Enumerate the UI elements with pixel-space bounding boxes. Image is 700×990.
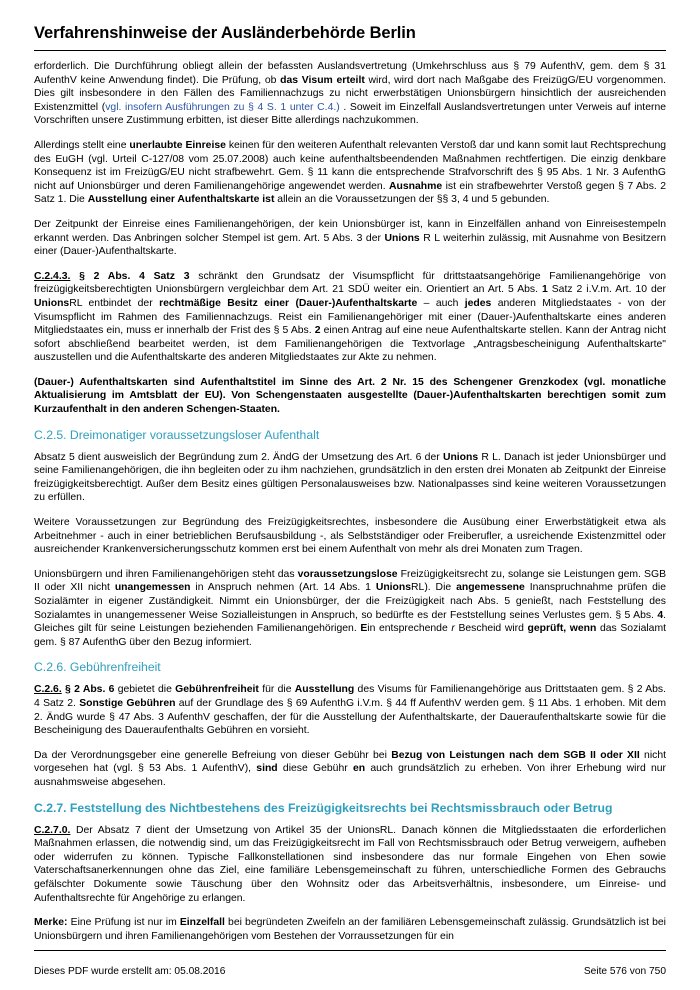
text-run-bold: voraussetzungslose [297,568,398,580]
page-title: Verfahrenshinweise der Ausländerbehörde Berlin [34,24,416,42]
text-run-bold: unangemessen [114,582,191,594]
text-run-bold: das Visum erteilt [280,74,365,86]
text-run: R L weiterhin zulässig, mit Ausnahme von Besitzern einer (Dauer-)Aufenthaltskarte. [34,232,666,258]
paragraph-merke [34,916,666,943]
text-run: ist ein strafbewehrter Verstoß gegen § 7 Abs. 2 Satz 1. Die [34,180,666,206]
text-run: Der Zeitpunkt der Einreise eines Familienangehörigen, der kein Unionsbürger ist, kann in Einzelfällen anhand von Einreisestempeln erkannt werden. Das Anbringen solcher Stempel ist gem. Art. 5 Abs. 3 der [34,218,666,244]
text-run: Inanspruchnahme prüfen die Sozialämter in eigener Zuständigkeit. Nimmt ein Unionsbürger, der die Freizügigkeit nach Abs. 5 genießt, nach Feststellung des Sozialamtes in unangemessener Weise Sozialleistungen in Anspruch, so bedürfte es der Feststellung seines Verlustes gem. § 5 Abs. [34,582,667,621]
paragraph-dauer-aufenthaltskarten [34,376,666,417]
text-run-bold: E [360,623,368,635]
text-run-bold: Einzelfall [179,917,225,929]
paragraph-visum-pruefung [34,60,666,128]
text-run: wird, wird dort nach Maßgabe des FreizügG/EU vorgenommen. Dies gilt insbesondere in den Fällen des Familiennachzugs zu nicht erwerbstätigen Unionsbürgern hinsichtlich der ausreichenden Existenzmittel ( [34,74,666,113]
text-run-bold: rechtmäßige Besitz einer (Dauer-)Aufenthaltskarte [159,297,418,309]
text-run-italic: r [451,623,455,635]
text-run-bold: Unions [34,297,70,309]
text-run-bold: Merke: [34,917,68,929]
paragraph-unerlaubte-einreise [34,139,666,207]
text-run: gebietet die [114,684,176,696]
heading-c27: C.2.7. Feststellung des Nichtbestehens des Freizügigkeitsrechts bei Rechtsmissbrauch oder Betrug [34,800,613,815]
text-run: Satz 2 i.V.m. Art. 10 der [547,284,666,296]
text-run: keinen für den weiteren Aufenthalt relevanten Verstoß dar und kann somit laut Rechtsprechung des EuGH (vgl. Urteil C-127/08 vom 25.07.2008) auch keine aufenthaltsbeendenden Maßnahmen rechtfertigen. Die einzig denkbare Konsequenz ist im FreizügG/EU nicht strafbewehrt. Gem. § 11 kann die entsprechende Strafvorschrift des § 95 Abs. 1 Nr. 3 AufenthG nicht auf Unionsbürger und deren Familienangehörige angewendet werden. [34,139,667,192]
text-run: in entsprechende [367,623,452,635]
title-divider [34,50,666,51]
text-run: in Anspruch nehmen (Art. 14 Abs. 1 [190,582,376,594]
text-run-bold: (Dauer-) Aufenthaltskarten sind Aufenthaltstitel im Sinne des Art. 2 Nr. 15 des Schengener Grenzkodex (vgl. monatliche Aktualisierung im Amtsblatt der EU). Von Schengenstaaten ausgestellte (Dauer-)Aufenthaltskarten berechtigen somit zum Kurzaufenthalt in den anderen Schengen-Staaten. [34,376,666,416]
text-run: auch grundsätzlich zu erheben. Von ihrer Erhebung wird nur ausnahmsweise abgesehen. [34,763,666,788]
text-run: – auch [417,297,465,309]
footer-divider [34,950,666,951]
text-run: Eine Prüfung ist nur im [67,917,180,929]
text-run: R L. Danach ist jeder Unionsbürger und seine Familienangehörigen, die ihn begleiten oder zu ihm nachziehen, grundsätzlich in den ersten drei Monaten ab Zeitpunkt der Einreise freizügigkeitsberechtigt. Außer dem Besitz eines gültigen Personalausweises bzw. Nationalpasses sind keine weiteren Voraussetzungen zu erfüllen. [34,451,666,504]
text-run: Da der Verordnungsgeber eine generelle Befreiung von dieser Gebühr bei [34,749,392,761]
text-run: das Sozialamt gem. § 87 AufenthG über den Bezug informiert. [34,623,666,648]
text-run: des Visums für Familienangehörige aus Drittstaaten gem. § 2 Abs. 4 Satz 2. [34,684,667,709]
text-run: nicht vorgesehen hat (vgl. § 53 Abs. 1 AufenthV), [34,749,666,775]
text-run-bold: § 2 Abs. 4 Satz 3 [79,270,190,282]
text-run: RL). Die [411,582,457,594]
text-run: auf der Grundlage des § 69 AufenthG i.V.m. § 44 ff AufenthV werden gem. § 11 Abs. 1 erhoben. Mit dem 2. ÄndG wurde § 47 Abs. 3 AufenthV geschaffen, der für die Ausstellung der Aufenthaltskarte, der Daueraufenthaltskarte sowie für die Bescheinigung des Daueraufenthalts Gebühren en vorsieht. [34,697,666,737]
text-run: diese Gebühr [277,763,353,775]
text-run-bold: Sonstige Gebühren [79,697,176,709]
text-run: Freizügigkeitsrecht zu, solange sie Leistungen gem. SGB II oder XII nicht [34,568,666,594]
section-reference: C.2.7.0. [34,824,71,836]
text-run: allein an die Voraussetzungen der §§ 3, 4 und 5 gebunden. [274,194,550,206]
text-run-bold: 2 [314,325,321,337]
text-run-bold: angemessene [456,582,525,594]
text-run-bold: en [352,763,366,775]
text-run: schränkt den Grundsatz der Visumspflicht für drittstaatsangehörige Familienangehörige von freizügigkeitsberechtigten Unionsbürgern vergleichbar dem Art. 21 SDÜ weiter ein. Orientiert an Art. 5 Abs. [34,270,666,296]
text-run-bold: Bezug von Leistungen nach dem SGB II oder XII [391,749,640,761]
paragraph-einreisestempel [34,218,666,259]
heading-c26: C.2.6. Gebührenfreiheit [34,660,161,675]
text-run: für die [258,684,295,696]
text-run-bold: 1 [541,284,548,296]
text-run: . Gleiches gilt für seine Leistungen beziehenden Familienangehörigen. [34,609,666,635]
text-run-bold: Gebührenfreiheit [175,684,259,696]
text-run: Unionsbürgern und ihren Familienangehörigen steht das [34,568,298,580]
text-run-bold: Ausnahme [389,180,443,192]
paragraph-voraussetzungslos [34,568,666,650]
text-run: erforderlich. Die Durchführung obliegt allein der befassten Auslandsvertretung (Umkehrschluss aus § 79 AufenthV, gem. dem § 31 AufenthV keine Anwendung findet). Die Prüfung, ob [34,61,666,86]
text-run-bold: Unions [375,582,412,594]
section-reference: C.2.6. [34,684,62,696]
text-run: Der Absatz 7 dient der Umsetzung von Artikel 35 der UnionsRL. Danach können die Mitgliedsstaaten die erforderlichen Maßnahmen erlassen, die notwendig sind, um das Freizügigkeitsrecht im Fall von Rechtsmissbrauch oder Betrug verweigern, aufheben oder widerrufen zu können. Typische Fallkonstellationen sind insbesondere das nur formale Eingehen von Ehen sowie Vaterschaftsanerkennungen ohne das Ziel, eine familiäre Lebensgemeinschaft zu führen, unterschiedliche Formen des Gebrauchs gefälschter Dokumente sowie Täuschung über den Wohnsitz oder das Arbeitsverhältnis, insbesondere, um Einreise- und Aufenthaltsrechte für Angehörige zu erlangen. [34,824,666,904]
text-run: anderen Mitgliedstaates - von der Visumspflicht im Rahmen des Familiennachzugs. Reist ein Familienangehöriger mit einer (Dauer-)Aufenthaltskarte eines anderen Mitgliedstaates ein, muss er innerhalb der Frist des § 5 Abs. [34,297,666,337]
heading-c25: C.2.5. Dreimonatiger voraussetzungsloser Aufenthalt [34,427,320,442]
footer-created-date: Dieses PDF wurde erstellt am: 05.08.2016 [34,966,226,977]
footer-page-number: Seite 576 von 750 [583,966,666,977]
cross-reference-link[interactable]: vgl. insofern Ausführungen zu § 4 S. 1 unter C.4.) [105,101,340,113]
text-run: Bescheid wird [454,623,528,635]
text-run-bold: jedes [464,297,492,309]
paragraph-absatz5 [34,451,666,505]
text-run: bei begründeten Zweifeln an der familiären Lebensgemeinschaft zulässig. Grundsätzlich ist bei Unionsbürgern und ihren Familienangehörigen vom Bestehen der Vorraussetzungen für ein [34,917,666,942]
paragraph-c243 [34,270,666,365]
text-run [70,271,79,282]
text-run-bold: § 2 Abs. 6 [65,684,115,696]
text-run: Absatz 5 dient ausweislich der Begründung zum 2. ÄndG der Umsetzung des Art. 6 der [34,451,443,463]
text-run: einen Antrag auf eine neue Aufenthaltskarte stellen. Kann der Antrag nicht sofort abschließend bearbeitet werden, ist dem Familienangehörigen die Textvorlage „Antragsbescheinigung Aufenthaltskarte" auszustellen und die Aufenthaltskarte des anderen Mitgliedstaates zur Akte zu nehmen. [34,325,667,364]
section-reference: C.2.4.3. [34,270,71,282]
text-run: Allerdings stellt eine [34,139,130,151]
text-run: RL entbindet der [69,297,160,309]
text-run-bold: Ausstellung einer Aufenthaltskarte ist [87,194,275,206]
text-run-bold: 4 [657,609,664,621]
paragraph-c270 [34,824,666,906]
paragraph-gebuehrenbefreiung [34,749,666,790]
text-run-bold: Ausstellung [294,684,355,696]
text-run-bold: sind [256,763,278,775]
paragraph-c26 [34,683,666,737]
text-run-bold: Unions [442,451,479,463]
page-footer [34,966,666,977]
text-run: . Soweit im Einzelfall Auslandsvertretungen unter Verweis auf interne Vorschriften unsere Zustimmung erbitten, ist dieser Bitte allerdings nachzukommen. [34,101,666,127]
text-run-bold: unerlaubte Einreise [129,139,226,151]
text-run-bold: geprüft, wenn [527,623,597,635]
paragraph-weitere-voraussetzungen: Weitere Voraussetzungen zur Begründung des Freizügigkeitsrechtes, insbesondere die Ausübung einer Erwerbstätigkeit etwa als Arbeitnehmer - auch in einer betrieblichen Berufsausbildung -, als Selbstständiger oder Freiberufler, a usreichende Existenzmittel oder ausreichender Krankenversicherungsschutz kommen erst bei einem Aufenthalt von mehr als drei Monaten zum Tragen. [34,517,666,556]
text-run-bold: Unions [384,232,420,244]
